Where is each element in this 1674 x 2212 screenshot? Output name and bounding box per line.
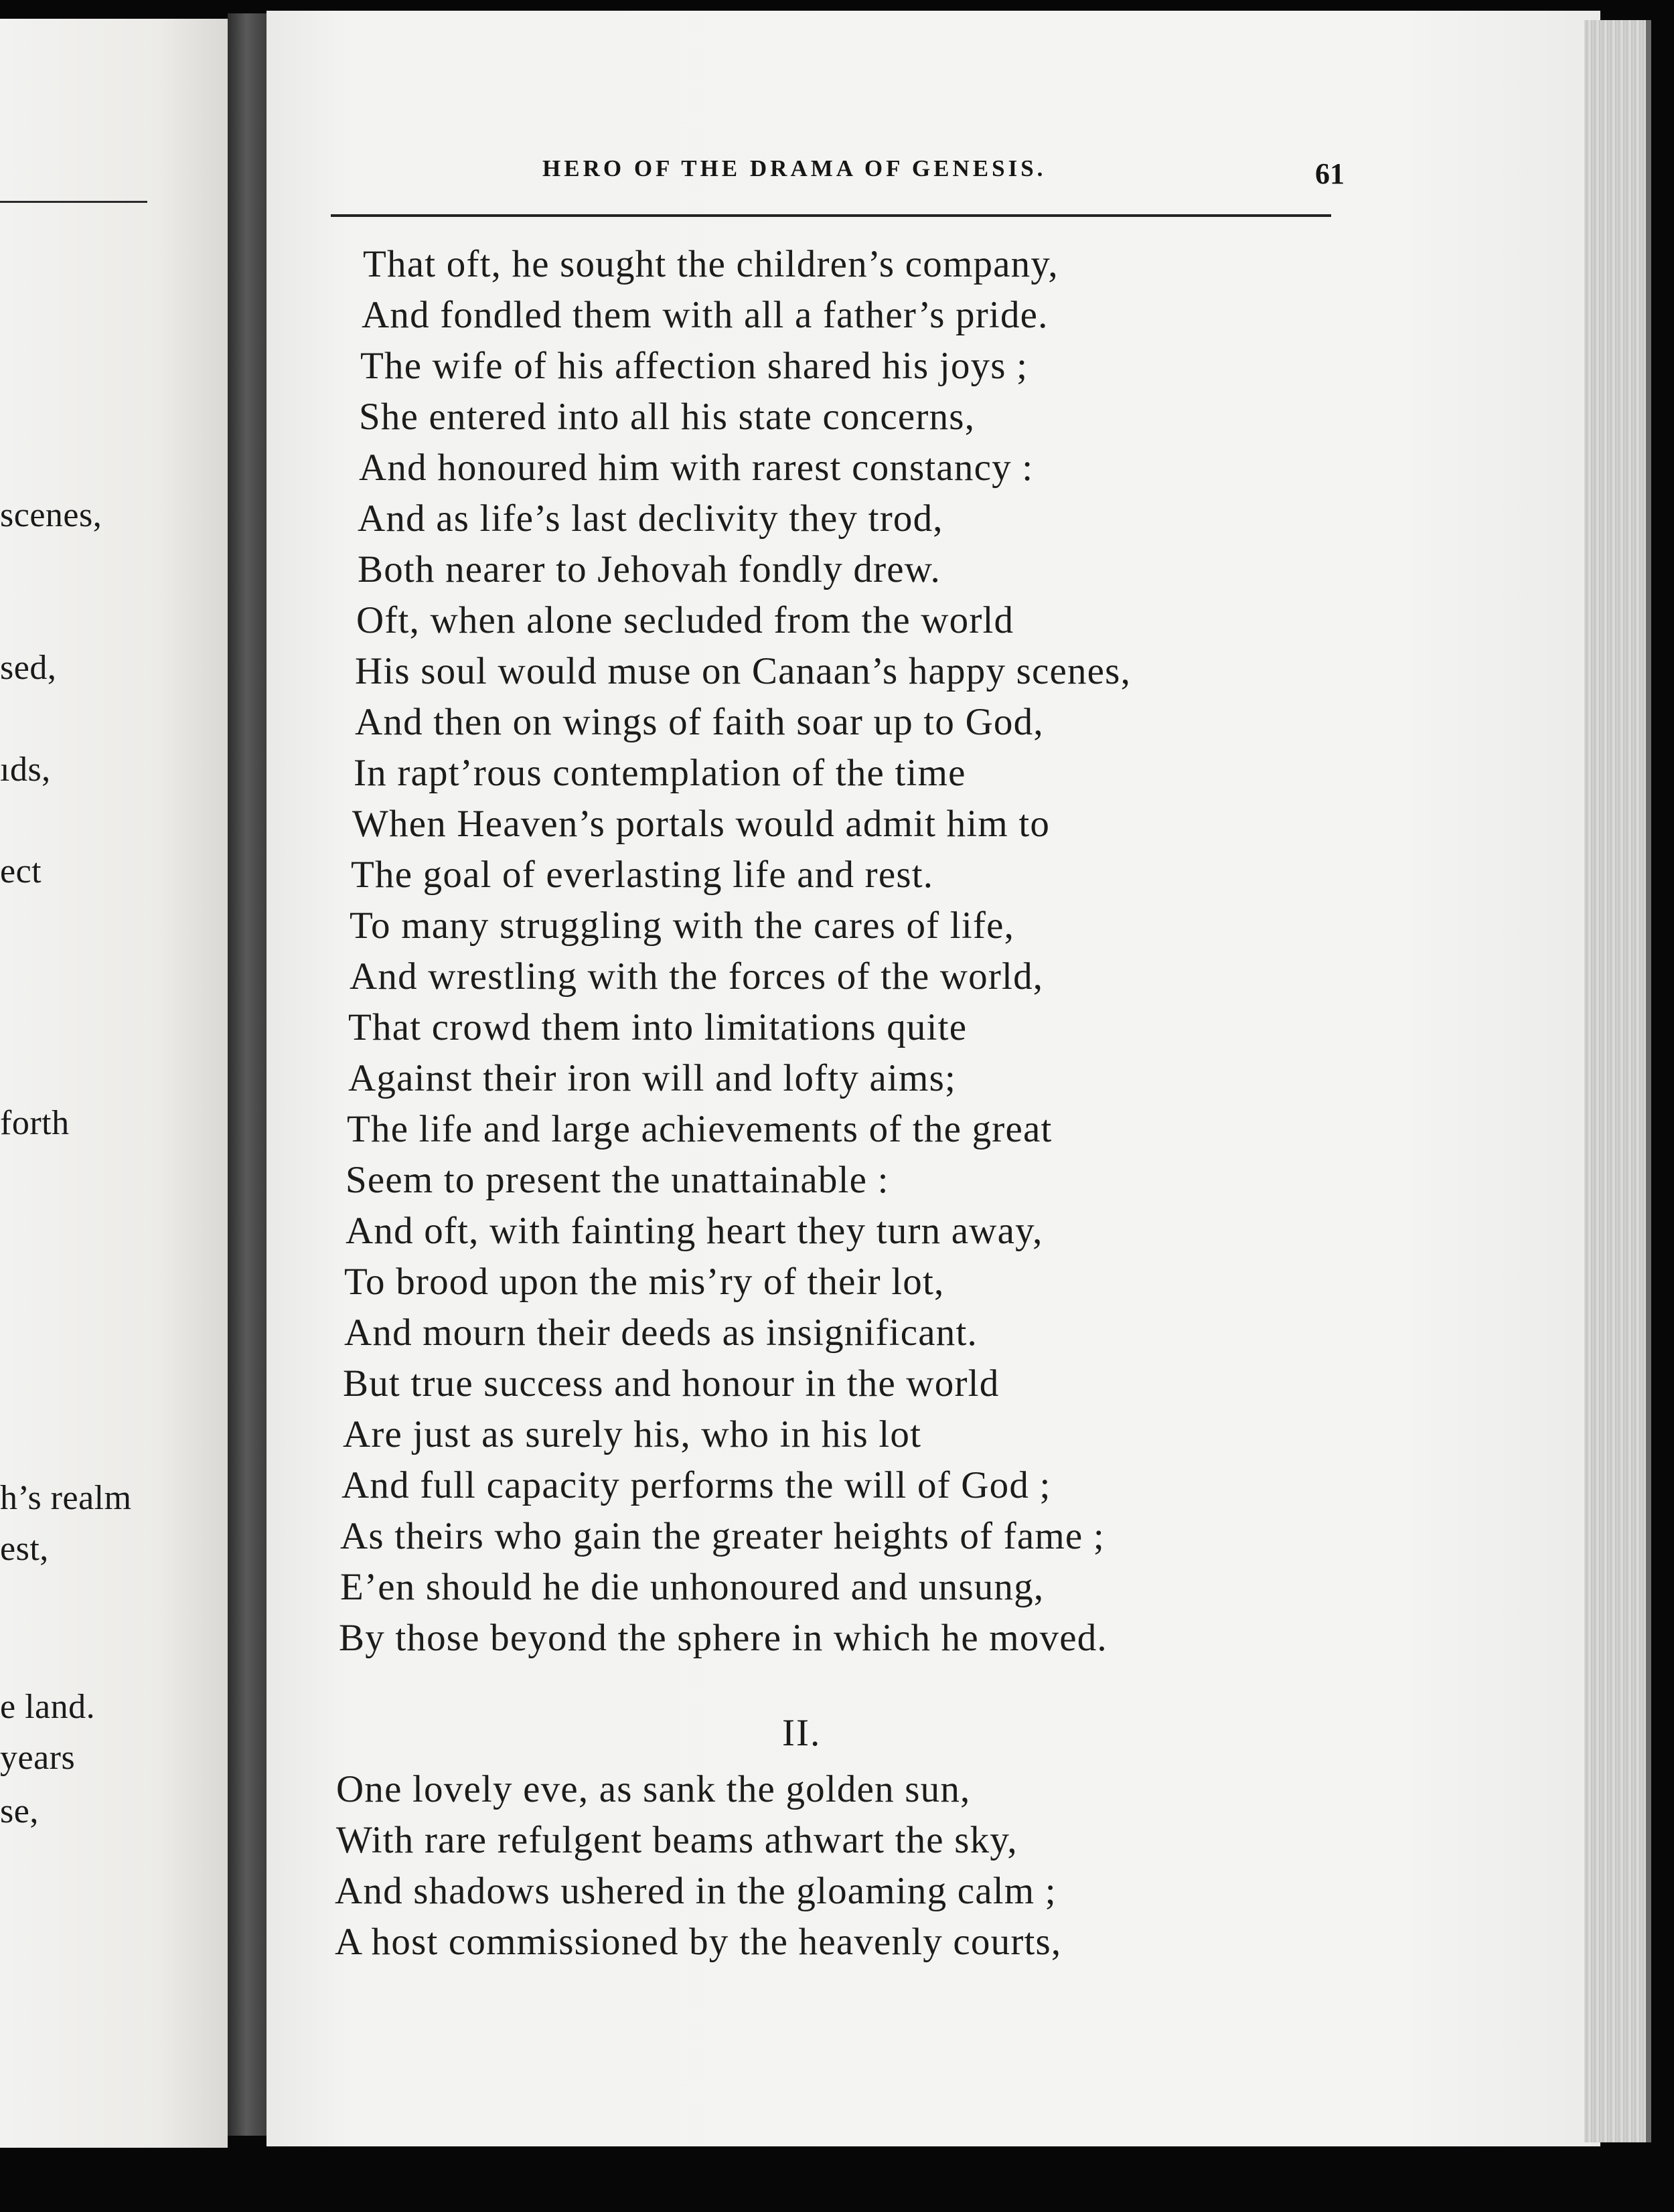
verse-line: By those beyond the sphere in which he moved. bbox=[339, 1617, 1108, 1659]
left-page-fragment: h’s realm bbox=[0, 1479, 132, 1517]
verse-line: The life and large achievements of the great bbox=[347, 1108, 1053, 1150]
verse-line: The wife of his affection shared his joys ; bbox=[360, 345, 1029, 387]
verse-line: She entered into all his state concerns, bbox=[359, 396, 976, 438]
verse-line: That oft, he sought the children’s company, bbox=[363, 243, 1059, 285]
verse-line: But true success and honour in the world bbox=[343, 1362, 1000, 1405]
page-edge-shadow bbox=[1646, 20, 1651, 2142]
book-gutter bbox=[228, 13, 269, 2136]
left-page bbox=[0, 19, 228, 2148]
verse-line: To brood upon the mis’ry of their lot, bbox=[344, 1261, 945, 1303]
verse-line: When Heaven’s portals would admit him to bbox=[352, 803, 1051, 845]
verse-line: As theirs who gain the greater heights of fame ; bbox=[340, 1515, 1105, 1557]
verse-line: And fondled them with all a father’s pride. bbox=[362, 294, 1049, 336]
verse-line: Both nearer to Jehovah fondly drew. bbox=[358, 548, 941, 590]
verse-line: One lovely eve, as sank the golden sun, bbox=[336, 1768, 971, 1810]
verse-line: And wrestling with the forces of the world, bbox=[350, 955, 1044, 998]
verse-line: A host commissioned by the heavenly courts, bbox=[335, 1921, 1062, 1963]
verse-line: And then on wings of faith soar up to God, bbox=[355, 701, 1044, 743]
verse-line: His soul would muse on Canaan’s happy scenes, bbox=[355, 650, 1132, 692]
verse-line: E’en should he die unhonoured and unsung, bbox=[340, 1566, 1045, 1608]
section-numeral: II. bbox=[782, 1712, 822, 1754]
verse-line: And honoured him with rarest constancy : bbox=[359, 447, 1034, 489]
verse-line: That crowd them into limitations quite bbox=[348, 1006, 968, 1048]
verse-line: The goal of everlasting life and rest. bbox=[351, 854, 934, 896]
verse-line: And mourn their deeds as insignificant. bbox=[344, 1312, 978, 1354]
left-page-fragment: e land. bbox=[0, 1688, 96, 1726]
left-page-fragment: scenes, bbox=[0, 496, 102, 534]
running-head: HERO OF THE DRAMA OF GENESIS. bbox=[542, 155, 1047, 181]
verse-line: Against their iron will and lofty aims; bbox=[348, 1057, 957, 1099]
left-page-fragment: se, bbox=[0, 1792, 39, 1830]
left-page-fragment: ıds, bbox=[0, 750, 51, 789]
left-page-fragment: forth bbox=[0, 1104, 70, 1142]
verse-line: With rare refulgent beams athwart the sky, bbox=[336, 1819, 1018, 1861]
header-rule bbox=[331, 214, 1331, 217]
verse-line: And shadows ushered in the gloaming calm ; bbox=[335, 1870, 1057, 1912]
left-page-fragment: est, bbox=[0, 1530, 49, 1568]
verse-line: Are just as surely his, who in his lot bbox=[343, 1413, 922, 1455]
verse-line: And oft, with fainting heart they turn away, bbox=[346, 1210, 1043, 1252]
left-page-fragment: ect bbox=[0, 852, 42, 890]
left-page-fragment: sed, bbox=[0, 649, 57, 687]
verse-line: And full capacity performs the will of God ; bbox=[341, 1464, 1051, 1506]
verse-line: In rapt’rous contemplation of the time bbox=[354, 752, 966, 794]
verse-line: And as life’s last declivity they trod, bbox=[358, 497, 943, 540]
verse-line: Seem to present the unattainable : bbox=[346, 1159, 889, 1201]
page-edges bbox=[1584, 20, 1646, 2142]
left-page-fragment: years bbox=[0, 1739, 76, 1777]
page-number: 61 bbox=[1315, 157, 1345, 190]
verse-line: To many struggling with the cares of life, bbox=[350, 904, 1015, 947]
left-page-rule bbox=[0, 201, 147, 203]
verse-line: Oft, when alone secluded from the world bbox=[356, 599, 1014, 641]
